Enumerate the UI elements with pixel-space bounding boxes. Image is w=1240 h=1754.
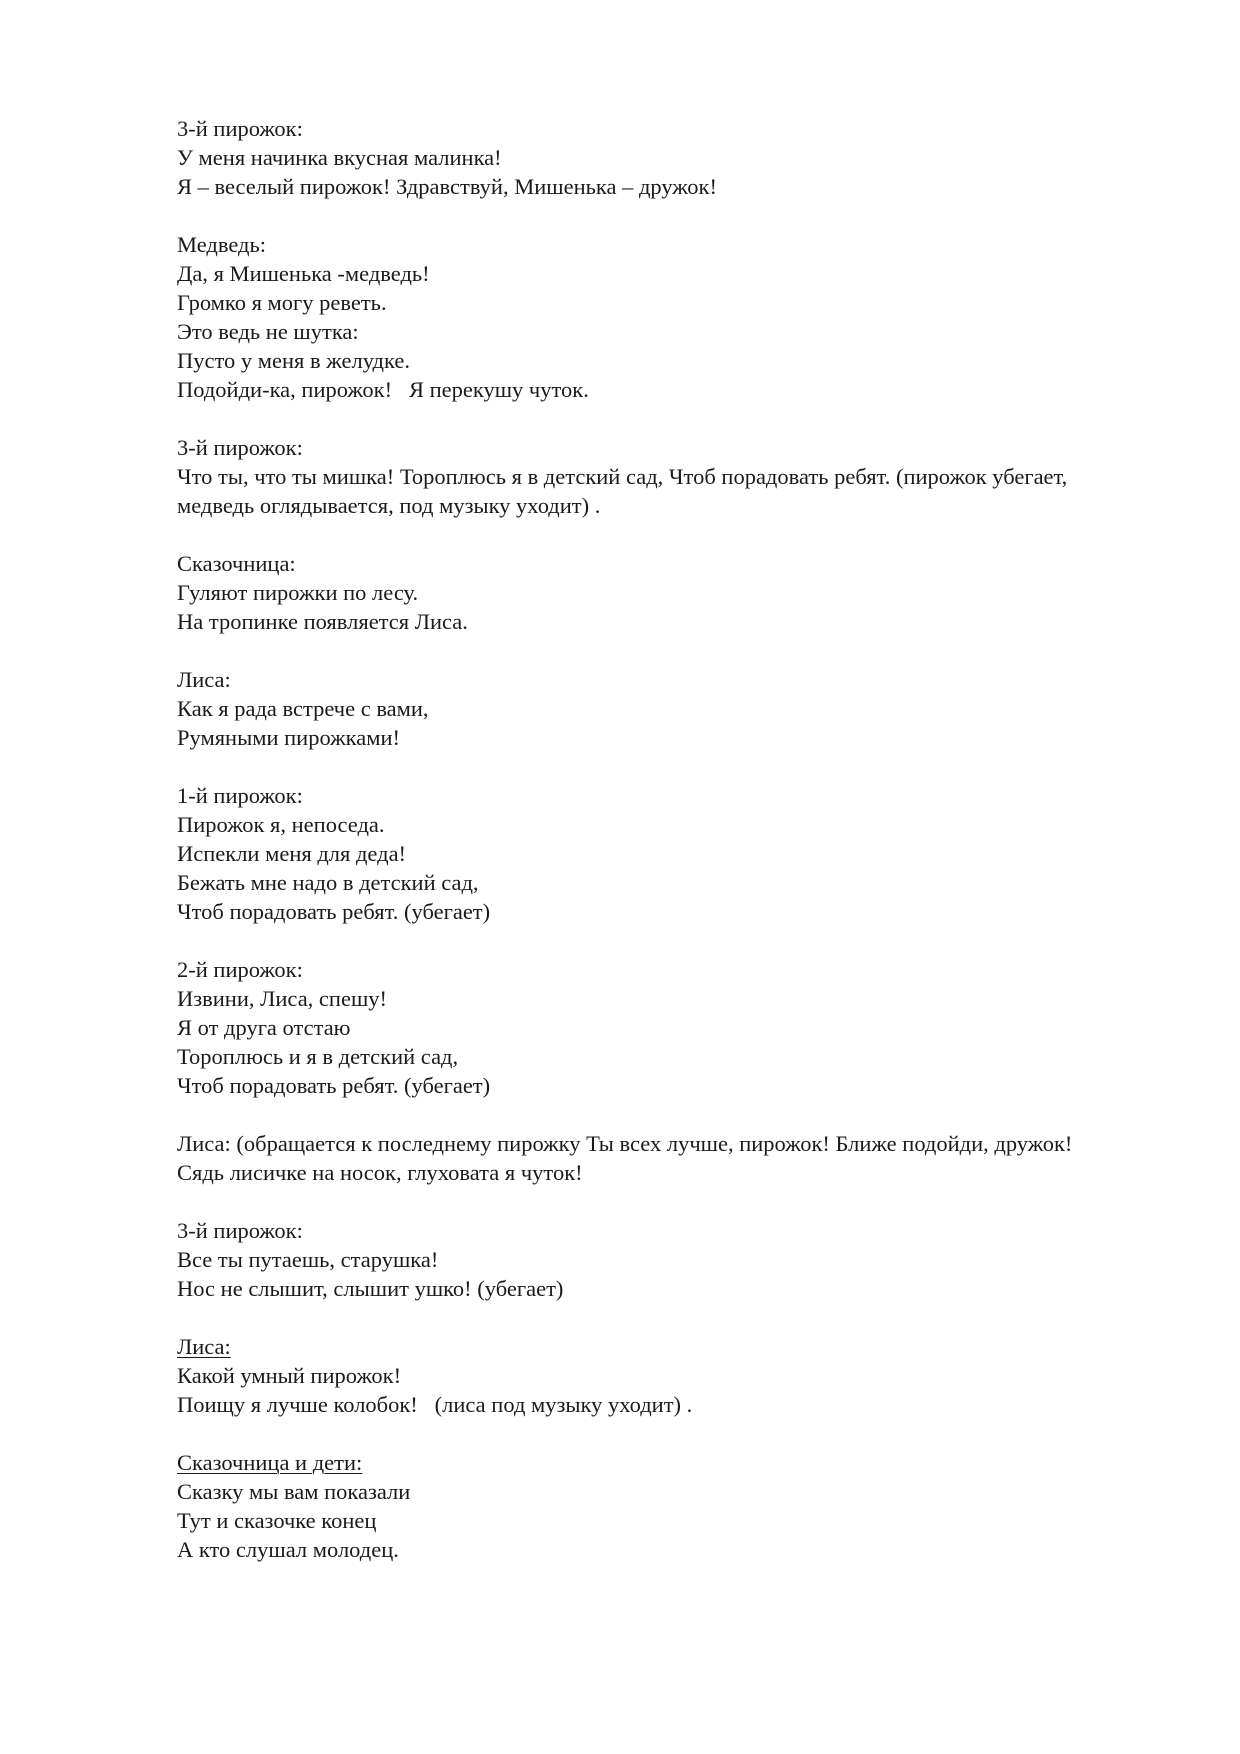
dialogue-line: Громко я могу реветь. xyxy=(177,290,387,315)
dialogue-line: Гуляют пирожки по лесу. xyxy=(177,580,419,605)
speaker-label: 1-й пирожок: xyxy=(177,783,303,808)
dialogue-line: Чтоб порадовать ребят. (убегает) xyxy=(177,899,491,924)
speaker-label: Сказочница и дети: xyxy=(177,1450,363,1475)
dialogue-line: Извини, Лиса, спешу! xyxy=(177,986,388,1011)
dialogue-block xyxy=(177,549,1097,636)
dialogue-block xyxy=(177,955,1097,1100)
dialogue-line: Испекли меня для деда! xyxy=(177,841,407,866)
dialogue-line: Я – веселый пирожок! Здравствуй, Мишенька – дружок! xyxy=(177,174,717,199)
dialogue-line: Какой умный пирожок! xyxy=(177,1363,402,1388)
speaker-label: 2-й пирожок: xyxy=(177,957,303,982)
speaker-label: Сказочница: xyxy=(177,551,296,576)
dialogue-block xyxy=(177,433,1097,520)
dialogue-line: У меня начинка вкусная малинка! xyxy=(177,145,502,170)
dialogue-line: Нос не слышит, слышит ушко! (убегает) xyxy=(177,1276,564,1301)
dialogue-line: Пусто у меня в желудке. xyxy=(177,348,410,373)
dialogue-line: Да, я Мишенька -медведь! xyxy=(177,261,430,286)
dialogue-line: Лиса: (обращается к последнему пирожку Ты всех лучше, пирожок! Ближе подойди, дружок! Сядь лисичке на носок, глуховата я чуток! xyxy=(177,1131,1079,1185)
dialogue-line: Сказку мы вам показали xyxy=(177,1479,411,1504)
script-body xyxy=(177,114,1097,1564)
dialogue-block xyxy=(177,665,1097,752)
speaker-label: 3-й пирожок: xyxy=(177,435,303,460)
dialogue-line: Что ты, что ты мишка! Тороплюсь я в детский сад, Чтоб порадовать ребят. (пирожок убегает, медведь оглядывается, под музыку уходит) . xyxy=(177,464,1073,518)
dialogue-line: Подойди-ка, пирожок! Я перекушу чуток. xyxy=(177,377,589,402)
dialogue-line: Румяными пирожками! xyxy=(177,725,401,750)
dialogue-block xyxy=(177,1332,1097,1419)
dialogue-line: А кто слушал молодец. xyxy=(177,1537,399,1562)
dialogue-line: На тропинке появляется Лиса. xyxy=(177,609,468,634)
dialogue-line: Пирожок я, непоседа. xyxy=(177,812,385,837)
dialogue-line: Все ты путаешь, старушка! xyxy=(177,1247,439,1272)
document-page xyxy=(177,114,1097,1593)
dialogue-block xyxy=(177,781,1097,926)
dialogue-line: Бежать мне надо в детский сад, xyxy=(177,870,479,895)
dialogue-line: Поищу я лучше колобок! (лиса под музыку уходит) . xyxy=(177,1392,693,1417)
speaker-label: 3-й пирожок: xyxy=(177,116,303,141)
dialogue-block xyxy=(177,114,1097,201)
speaker-label: 3-й пирожок: xyxy=(177,1218,303,1243)
dialogue-block xyxy=(177,1448,1097,1564)
dialogue-line: Тороплюсь и я в детский сад, xyxy=(177,1044,459,1069)
dialogue-line: Тут и сказочке конец xyxy=(177,1508,377,1533)
speaker-label: Лиса: xyxy=(177,667,231,692)
speaker-label: Медведь: xyxy=(177,232,266,257)
dialogue-block xyxy=(177,1129,1097,1187)
dialogue-line: Чтоб порадовать ребят. (убегает) xyxy=(177,1073,491,1098)
dialogue-line: Я от друга отстаю xyxy=(177,1015,351,1040)
dialogue-block xyxy=(177,1216,1097,1303)
dialogue-line: Это ведь не шутка: xyxy=(177,319,359,344)
speaker-label: Лиса: xyxy=(177,1334,231,1359)
dialogue-block xyxy=(177,230,1097,404)
dialogue-line: Как я рада встрече с вами, xyxy=(177,696,429,721)
